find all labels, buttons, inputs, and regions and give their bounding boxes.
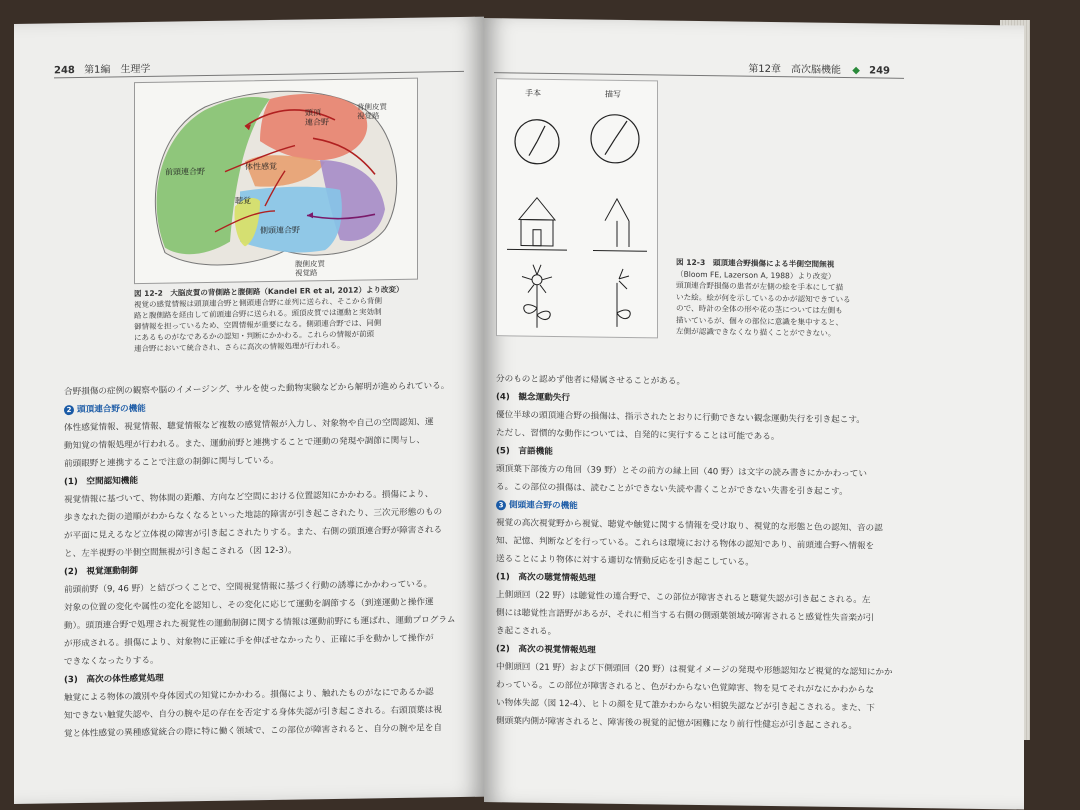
- intro-text: 分のものと認めず他者に帰属させることがある。: [496, 374, 686, 387]
- paragraph-line: 覚と体性感覚の異種感覚統合の際に特に働く領域で、この部位が障害されると、自分の腕や足を自: [64, 723, 442, 740]
- caption-line: 頭頂連合野損傷の患者が左側の絵を手本にして描: [676, 280, 844, 293]
- paragraph-line: 動）。頭頂連合野で処理された視覚性の運動制御に関する情報は運動前野にも運ばれ、運動プログラム: [64, 615, 456, 632]
- left-body: [64, 377, 474, 743]
- paragraph-line: 送ることにより物体に対する適切な情動反応を引き起こしている。: [496, 554, 754, 568]
- paragraph-line: 対象の位置の変化や属性の変化を認知し、その変化に応じて運動を調節する（到達運動と操作運: [64, 597, 434, 614]
- right-body: [496, 370, 908, 736]
- caption-source: （Bloom FE, Lazerson A, 1988）より改変）: [676, 269, 836, 281]
- page-number: 249: [869, 65, 890, 77]
- caption-title: 図 12-2 大脳皮質の背側路と腹側路（Kandel ER et al, 2012）より改変）: [134, 284, 404, 299]
- paragraph-line: 側には聴覚性言語野があるが、それに相当する右側の側頭葉領域が障害されると感覚性失音楽が引: [496, 608, 875, 624]
- intro-text: 合野損傷の症例の観察や脳のイメージング、サルを使った動物実験などから解明が進められている。: [64, 381, 450, 398]
- caption-line: 左側が認識できなくなり描くことができない。: [676, 326, 836, 338]
- caption-line: 御情報を担っているため、空間情報が重要になる。側頭連合野では、同側: [134, 318, 382, 332]
- caption-line: にあるものがなであるかの認知・判断にかかわる。これらの情報が前頭: [134, 329, 374, 343]
- paragraph-line: 触覚による物体の識別や身体図式の知覚にかかわる。損傷により、触れたものがなにであるか認: [64, 687, 434, 704]
- model-flower: [522, 265, 552, 328]
- subsection-title: (2) 視覚運動制御: [64, 566, 138, 578]
- model-house: [507, 197, 567, 250]
- label-temporal: 側頭連合野: [260, 225, 300, 236]
- paragraph-line: 知できない触覚失認や、自分の腕や足の存在を否定する身体失認が引き起こされる。右頭頂葉は視: [64, 705, 442, 722]
- subsection-title: (3) 高次の体性感覚処理: [64, 673, 164, 686]
- caption-line: 連合野において統合され、さらに高次の情報処理が行われる。: [134, 340, 345, 354]
- section-heading-text: 側頭連合野の機能: [509, 500, 578, 512]
- brain-diagram: [135, 79, 417, 283]
- label-somatosensory: 体性感覚: [245, 161, 277, 172]
- neglect-drawing-figure: [496, 78, 658, 338]
- col-label-copy: 描写: [605, 89, 621, 99]
- neglect-drawings: [497, 79, 657, 337]
- subsection-title: (2) 高次の視覚情報処理: [496, 644, 596, 656]
- caption-line: ので、時計の全体の形や花の茎については左側も: [676, 303, 843, 316]
- label-parietal: 頭頂連合野: [305, 108, 329, 128]
- left-page-header: [54, 60, 150, 77]
- copy-flower: [617, 269, 630, 327]
- caption-line: 視覚の感覚情報は頭頂連合野と側頭連合野に並列に送られ、そこから背側: [134, 296, 382, 310]
- paragraph-line: 前頭眼野と連携することで注意の制御に関与している。: [64, 455, 279, 470]
- section-badge: 3: [496, 500, 506, 510]
- paragraph-line: 歩きなれた街の道順がわからなくなるといった地誌的障害が引き起こされたり、三次元形態のもの: [64, 507, 443, 524]
- paragraph-line: が平面に見えるなど立体視の障害が引き起こされたりする。また、右側の頭頂連合野が障害される: [64, 525, 443, 542]
- right-page: [484, 18, 1024, 810]
- subsection-title: (1) 空間認知機能: [64, 476, 138, 488]
- paragraph-line: る。この部位の損傷は、読むことができない失読や書くことができない失書を引き起こす。: [496, 482, 848, 498]
- paragraph-line: 優位半球の頭頂連合野の損傷は、指示されたとおりに行動できない観念運動失行を引き起こす。: [496, 410, 865, 426]
- label-dorsal-path: 背側皮質視覚路: [357, 102, 387, 121]
- paragraph-line: 視覚の高次視覚野から視覚、聴覚や触覚に関する情報を受け取り、視覚的な形態と色の認知、音の認: [496, 518, 883, 534]
- caption-line: 描いているが、個々の部位に意識を集中すると、: [676, 315, 844, 327]
- paragraph-line: 体性感覚情報、視覚情報、聴覚情報など複数の感覚情報が入力し、対象物や自己の空間認知、運: [64, 417, 434, 434]
- col-label-model: 手本: [525, 88, 541, 98]
- caption-title: 図 12-3 頭頂連合野損傷による半側空間無視: [676, 257, 835, 269]
- subsection-title: (4) 観念運動失行: [496, 392, 570, 404]
- part-title: 第1編 生理学: [84, 63, 151, 76]
- label-frontal: 前頭連合野: [165, 167, 205, 177]
- section-heading-text: 頭頂連合野の機能: [77, 403, 146, 416]
- paragraph-line: 上側頭回（22 野）は聴覚性の連合野で、この部位が障害されると聴覚失認が引き起こされる。左: [496, 590, 871, 606]
- paragraph-line: と、左半視野の半側空間無視が引き起こされる（図 12-3）。: [64, 545, 297, 560]
- subsection-title: (1) 高次の聴覚情報処理: [496, 572, 596, 584]
- figure-caption: [134, 283, 434, 354]
- paragraph-line: が形成される。損傷により、対象物に正確に手を伸ばせなかったり、正確に手を動かして操作が: [64, 633, 434, 650]
- paragraph-line: ただし、習慣的な動作については、自発的に実行することは可能である。: [496, 428, 780, 443]
- paragraph-line: 前頭前野（9, 46 野）と結びつくことで、空間視覚情報に基づく行動の誘導にかかわっている。: [64, 579, 433, 596]
- diamond-icon: ◆: [852, 65, 860, 77]
- caption-line: 路と腹側路を経由して前頭連合野に送られる。頭頂皮質では運動と実効制: [134, 307, 382, 321]
- caption-line: いた絵。絵が何を示しているのかが認知できている: [676, 292, 851, 304]
- paragraph-line: い物体失認（図 12-4）、ヒトの顔を見て誰かわからない相貌失認などが引き起こされる。また、下: [496, 698, 875, 714]
- subsection-title: (5) 言語機能: [496, 446, 553, 457]
- paragraph-line: 知、記憶、判断などを行っている。これらは環境における物体の認知であり、前頭連合野へ情報を: [496, 536, 875, 552]
- chapter-title: 第12章 高次脳機能: [748, 63, 842, 76]
- right-page-header: [748, 60, 896, 77]
- page-number: 248: [54, 65, 75, 77]
- paragraph-line: わっている。この部位が障害されると、色がわからない色覚障害、物を見てそれがなにかわからな: [496, 680, 875, 696]
- paragraph-line: 頭頂葉下部後方の角回（39 野）とその前方の縁上回（40 野）は文字の読み書きにかかわってい: [496, 464, 867, 480]
- paragraph-line: き起こされる。: [496, 626, 557, 638]
- label-ventral-path: 腹側皮質視覚路: [295, 259, 325, 278]
- paragraph-line: 中側頭回（21 野）および下側頭回（20 野）は視覚イメージの発現や形態認知など視覚的な認知にかか: [496, 662, 893, 678]
- brain-figure: [134, 78, 418, 284]
- right-figure-caption: [676, 257, 886, 340]
- left-page: [14, 17, 484, 804]
- paragraph-line: 動知覚の情報処理が行われる。また、運動前野と連携することで運動の発現や調節に関与し、: [64, 435, 425, 452]
- paragraph-line: 視覚情報に基づいて、物体間の距離、方向など空間における位置認知にかかわる。損傷により、: [64, 489, 434, 506]
- paragraph-line: 側頭葉内側が障害されると、障害後の視覚的記憶が困難になり前行性健忘が引き起こされる。: [496, 716, 857, 732]
- label-auditory: 聴覚: [235, 196, 251, 206]
- section-badge: 2: [64, 405, 74, 415]
- copy-house: [593, 199, 647, 252]
- paragraph-line: できなくなったりする。: [64, 655, 159, 668]
